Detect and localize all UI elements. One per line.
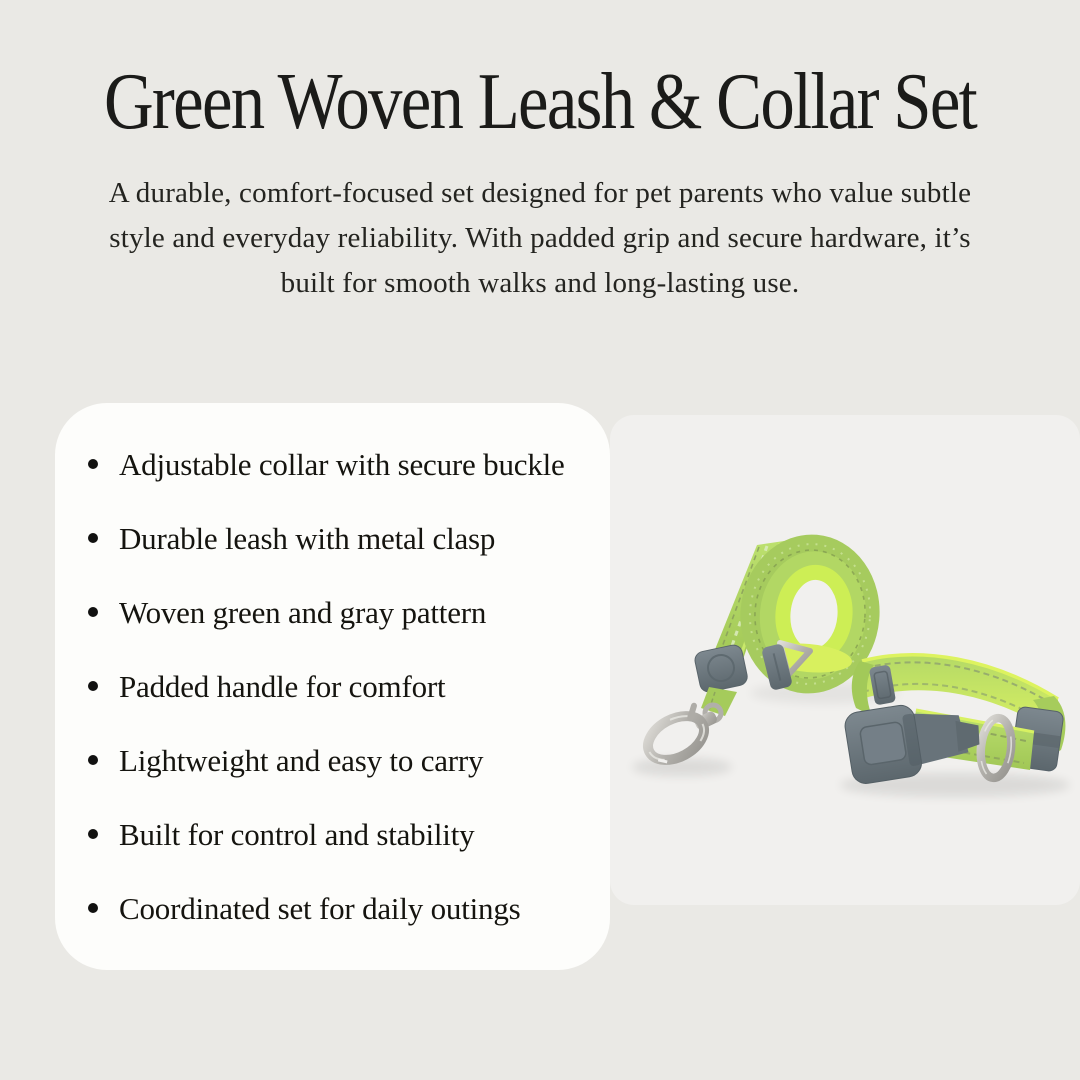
- collar-illustration: [843, 655, 1065, 786]
- features-list: [88, 449, 590, 924]
- list-item: [88, 523, 590, 554]
- feature-text: Coordinated set for daily outings: [119, 891, 521, 926]
- list-item: [88, 893, 590, 924]
- feature-text: Adjustable collar with secure buckle: [119, 447, 565, 482]
- product-photo: [610, 415, 1080, 905]
- bullet-icon: [88, 755, 98, 765]
- feature-text: Built for control and stability: [119, 817, 475, 852]
- list-item: [88, 671, 590, 702]
- leash-coil: [744, 539, 876, 689]
- list-item: [88, 819, 590, 850]
- bullet-icon: [88, 533, 98, 543]
- page-description: A durable, comfort-focused set designed for pet parents who value subtle style and everyday reliability. With padded grip and secure hardware, it’s built for smooth walks and long-lasting use.: [108, 177, 972, 299]
- metal-clasp-icon: [640, 705, 721, 769]
- feature-text: Padded handle for comfort: [119, 669, 446, 704]
- bullet-icon: [88, 681, 98, 691]
- feature-text: Woven green and gray pattern: [119, 595, 487, 630]
- list-item: [88, 449, 590, 480]
- list-item: [88, 745, 590, 776]
- page-title: Green Woven Leash & Collar Set: [103, 58, 977, 146]
- bullet-icon: [88, 903, 98, 913]
- leash-illustration: [640, 539, 876, 769]
- leash-collar-illustration: [610, 415, 1080, 905]
- bullet-icon: [88, 459, 98, 469]
- leash-connector: [693, 643, 748, 693]
- bullet-icon: [88, 607, 98, 617]
- feature-text: Durable leash with metal clasp: [119, 521, 496, 556]
- bullet-icon: [88, 829, 98, 839]
- features-card: [55, 403, 610, 970]
- feature-text: Lightweight and easy to carry: [119, 743, 484, 778]
- list-item: [88, 597, 590, 628]
